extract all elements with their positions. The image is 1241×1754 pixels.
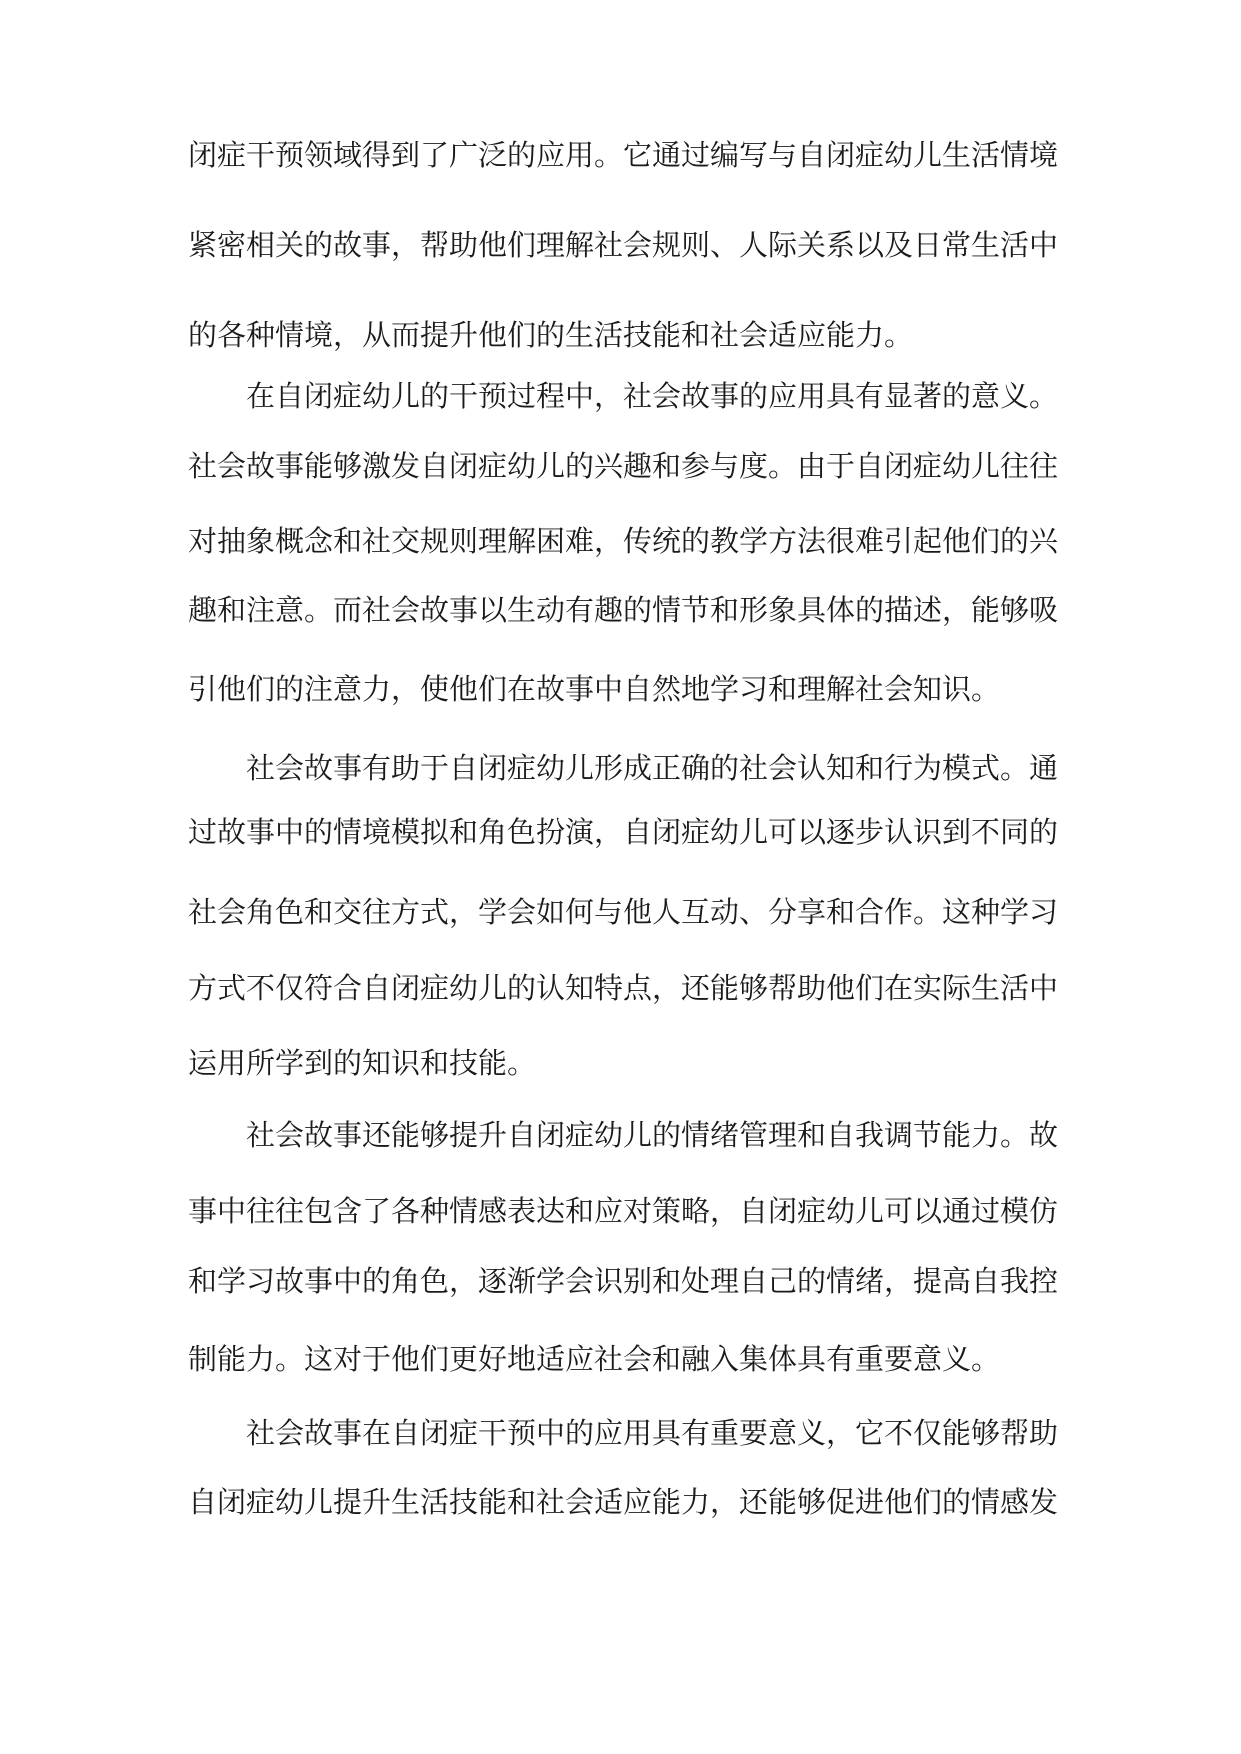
paragraph-first-line: 社会故事在自闭症干预中的应用具有重要意义，它不仅能够帮助 (246, 1416, 1059, 1450)
text-line: 社会角色和交往方式，学会如何与他人互动、分享和合作。这种学习 (188, 895, 1059, 929)
text-line: 社会故事能够激发自闭症幼儿的兴趣和参与度。由于自闭症幼儿往往 (188, 449, 1059, 483)
text-line: 对抽象概念和社交规则理解困难，传统的教学方法很难引起他们的兴 (188, 524, 1059, 558)
text-line: 过故事中的情境模拟和角色扮演，自闭症幼儿可以逐步认识到不同的 (188, 815, 1059, 849)
text-line: 闭症干预领域得到了广泛的应用。它通过编写与自闭症幼儿生活情境 (188, 138, 1059, 172)
paragraph-first-line: 在自闭症幼儿的干预过程中，社会故事的应用具有显著的意义。 (246, 379, 1059, 413)
paragraph-first-line: 社会故事还能够提升自闭症幼儿的情绪管理和自我调节能力。故 (246, 1118, 1059, 1152)
text-line: 运用所学到的知识和技能。 (188, 1046, 537, 1080)
text-line: 制能力。这对于他们更好地适应社会和融入集体具有重要意义。 (188, 1342, 1001, 1376)
text-line: 趣和注意。而社会故事以生动有趣的情节和形象具体的描述，能够吸 (188, 593, 1059, 627)
text-line: 引他们的注意力，使他们在故事中自然地学习和理解社会知识。 (188, 672, 1001, 706)
text-line: 方式不仅符合自闭症幼儿的认知特点，还能够帮助他们在实际生活中 (188, 971, 1059, 1005)
text-line: 紧密相关的故事，帮助他们理解社会规则、人际关系以及日常生活中 (188, 228, 1059, 262)
paragraph-first-line: 社会故事有助于自闭症幼儿形成正确的社会认知和行为模式。通 (246, 751, 1059, 785)
text-line: 事中往往包含了各种情感表达和应对策略，自闭症幼儿可以通过模仿 (188, 1194, 1059, 1228)
text-line: 自闭症幼儿提升生活技能和社会适应能力，还能够促进他们的情感发 (188, 1485, 1059, 1519)
text-line: 和学习故事中的角色，逐渐学会识别和处理自己的情绪，提高自我控 (188, 1264, 1059, 1298)
text-line: 的各种情境，从而提升他们的生活技能和社会适应能力。 (188, 318, 914, 352)
